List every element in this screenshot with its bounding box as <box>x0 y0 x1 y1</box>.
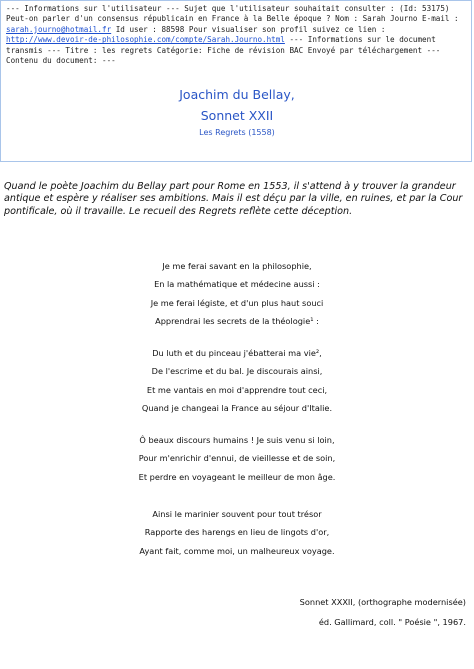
poem-line: Rapporte des harengs en lieu de lingots d'or, <box>144 527 330 538</box>
meta-line-5: document transmis --- Titre : les regrets Catégorie: Fiche de révision BAC Envoyé par <box>6 35 436 55</box>
edition-reference: éd. Gallimard, coll. " Poésie ", 1967. <box>318 617 466 627</box>
meta-line-3-prefix: Journo E-mail : <box>390 14 459 24</box>
document-subtitle: Les Regrets (1558) <box>199 128 275 137</box>
email-link[interactable]: sarah.journo@hotmail.fr <box>6 24 112 34</box>
meta-line-4-prefix: lien : <box>358 24 386 34</box>
stanza-4 <box>0 505 474 560</box>
document-author: Joachim du Bellay, <box>179 87 295 102</box>
meta-line-1: --- Informations sur l'utilisateur --- Sujet que l'utilisateur souhaitait consulter : (Id: <box>6 4 418 13</box>
meta-line-2: 53175) Peut-on parler d'un consensus républicain en France à la Belle époque ? Nom : Sarah <box>6 4 450 24</box>
user-info-text <box>6 4 468 66</box>
poem-line: Pour m'enrichir d'ennui, de vieillesse et de soin, <box>138 453 336 464</box>
poem-line: En la mathématique et médecine aussi : <box>154 279 320 290</box>
poem-line: Ayant fait, comme moi, un malheureux voyage. <box>139 545 335 556</box>
poem-line: Je me ferai savant en la philosophie, <box>162 261 312 271</box>
poem-line: Et perdre en voyageant le meilleur de mon âge. <box>138 471 336 482</box>
intro-paragraph: Quand le poète Joachim du Bellay part pour Rome en 1553, il s'attend à y trouver la grandeur antique et espère y réaliser ses ambitions. Mais il est déçu par la ville, en ruines, et par la Cour pontificale, où il travaille. Le recueil des Regrets reflète cette déception. <box>4 181 463 217</box>
poem-line: Du luth et du pinceau j'ébatterai ma vie², <box>152 348 322 358</box>
meta-line-3-suffix: Id user : 88598 Pour visualiser son profil suivez ce <box>111 24 354 34</box>
poem-line: Ô beaux discours humains ! Je suis venu si loin, <box>139 435 335 445</box>
document-title: Sonnet XXII <box>200 108 274 123</box>
profile-link[interactable]: http://www.devoir-de-philosophie.com/compte/Sarah.Journo.html <box>6 35 285 45</box>
stanza-1 <box>0 257 474 331</box>
poem-line: Quand je changeai la France au séjour d'Italie. <box>141 403 333 414</box>
poem-line: Apprendrai les secrets de la théologie¹ : <box>155 316 319 327</box>
poem-line: Je me ferai légiste, et d'un plus haut souci <box>150 297 324 308</box>
stanza-2 <box>0 344 474 418</box>
poem-line: Et me vantais en moi d'apprendre tout ceci, <box>146 384 328 395</box>
poem-line: De l'escrime et du bal. Je discourais ainsi, <box>151 366 323 377</box>
meta-line-4-suffix: --- Informations sur le <box>284 35 395 45</box>
source-reference: Sonnet XXXII, (orthographe modernisée) <box>299 597 466 607</box>
poem-line: Ainsi le marinier souvent pour tout trésor <box>152 509 322 519</box>
user-info-box <box>0 0 472 162</box>
stanza-3 <box>0 431 474 486</box>
meta-line-6: téléchargement --- Contenu du document: --- <box>6 45 441 66</box>
